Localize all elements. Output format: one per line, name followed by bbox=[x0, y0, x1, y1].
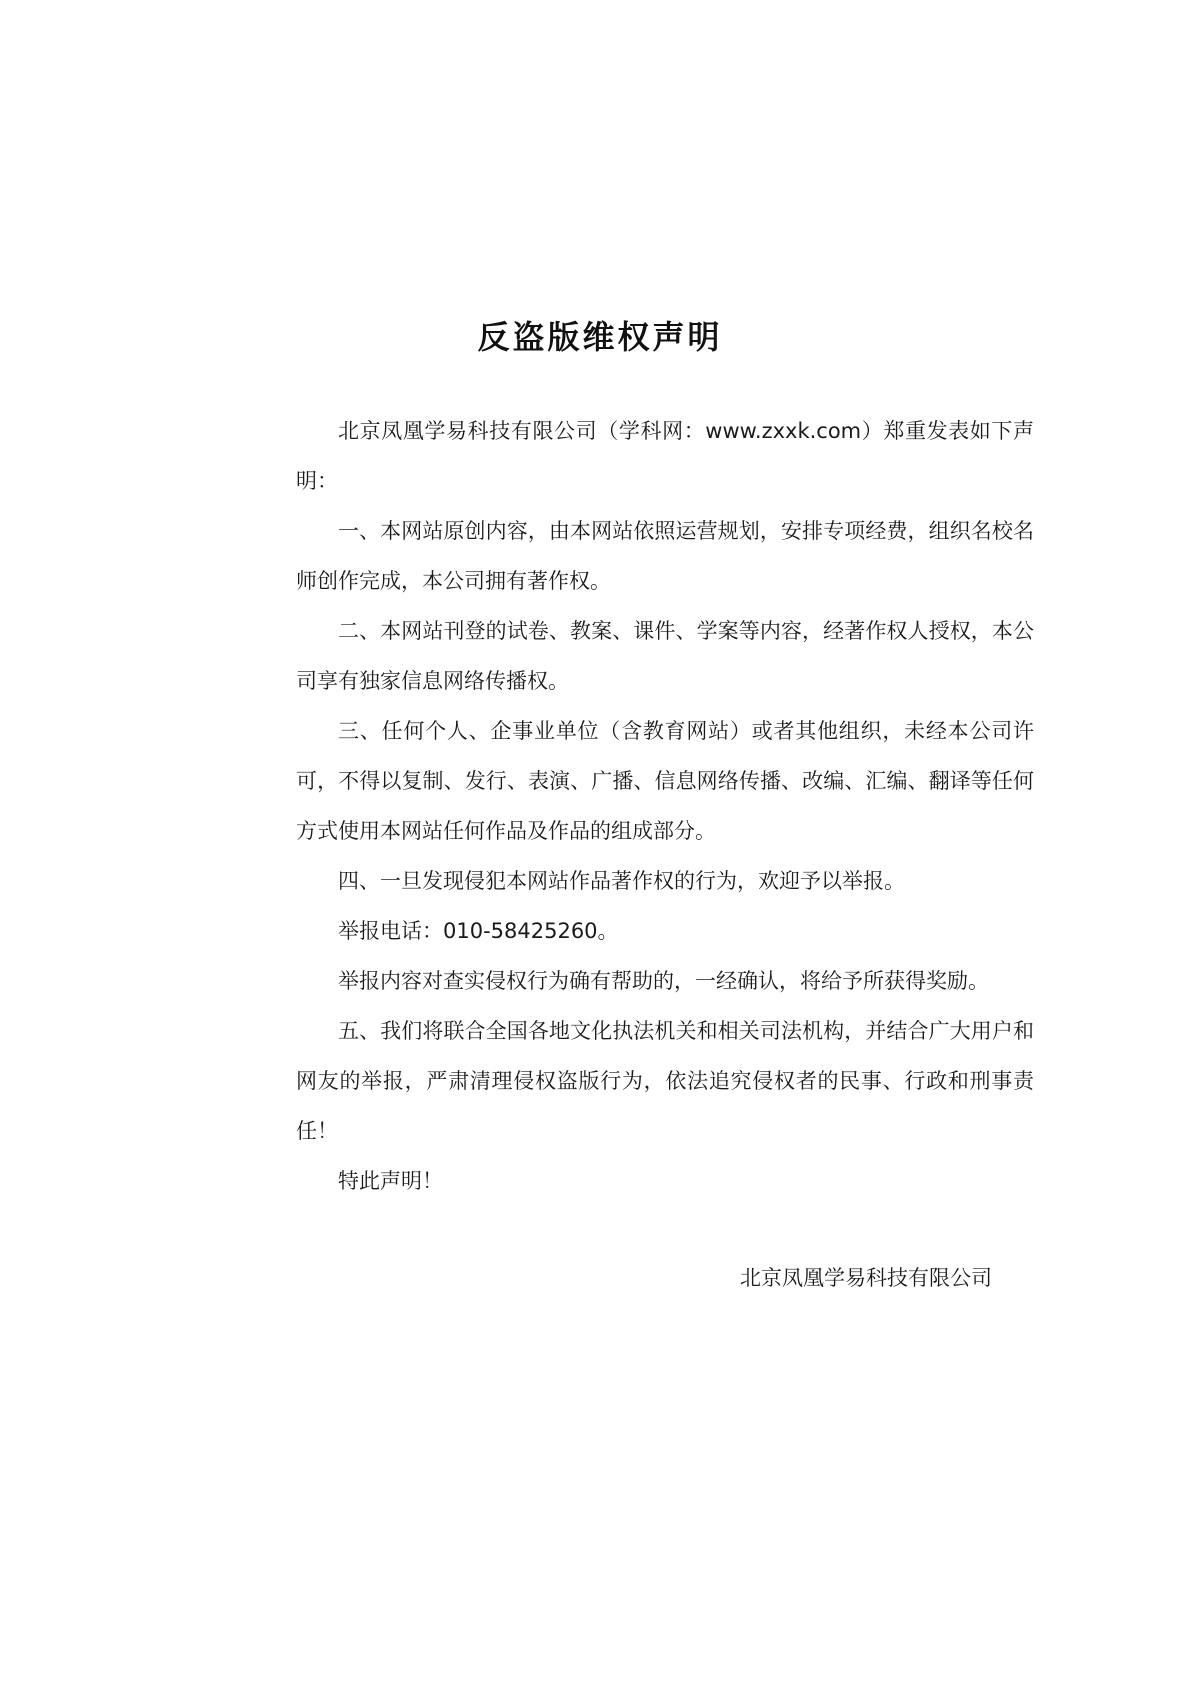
statement-body bbox=[296, 406, 1034, 1206]
paragraph-clause-4: 四、一旦发现侵犯本网站作品著作权的行为，欢迎予以举报。 bbox=[338, 869, 905, 893]
paragraph-clause-2: 二、本网站刊登的试卷、教案、课件、学案等内容，经著作权人授权，本公司享有独家信息网络传播权。 bbox=[296, 619, 1034, 693]
paragraph-clause-1: 一、本网站原创内容，由本网站依照运营规划，安排专项经费，组织名校名师创作完成，本公司拥有著作权。 bbox=[296, 519, 1034, 593]
page-title: 反盗版维权声明 bbox=[477, 318, 723, 357]
report-phone: 举报电话：010-58425260。 bbox=[338, 919, 619, 943]
company-signature: 北京凤凰学易科技有限公司 bbox=[740, 1266, 992, 1290]
paragraph-clause-5: 五、我们将联合全国各地文化执法机关和相关司法机构，并结合广大用户和网友的举报，严肃清理侵权盗版行为，依法追究侵权者的民事、行政和刑事责任！ bbox=[296, 1019, 1034, 1143]
report-reward: 举报内容对查实侵权行为确有帮助的，一经确认，将给予所获得奖励。 bbox=[338, 969, 989, 993]
paragraph-intro: 北京凤凰学易科技有限公司（学科网：www.zxxk.com）郑重发表如下声明： bbox=[296, 419, 1034, 493]
paragraph-closing: 特此声明！ bbox=[338, 1169, 443, 1193]
paragraph-clause-3: 三、任何个人、企事业单位（含教育网站）或者其他组织，未经本公司许可，不得以复制、发行、表演、广播、信息网络传播、改编、汇编、翻译等任何方式使用本网站任何作品及作品的组成部分。 bbox=[296, 719, 1034, 843]
